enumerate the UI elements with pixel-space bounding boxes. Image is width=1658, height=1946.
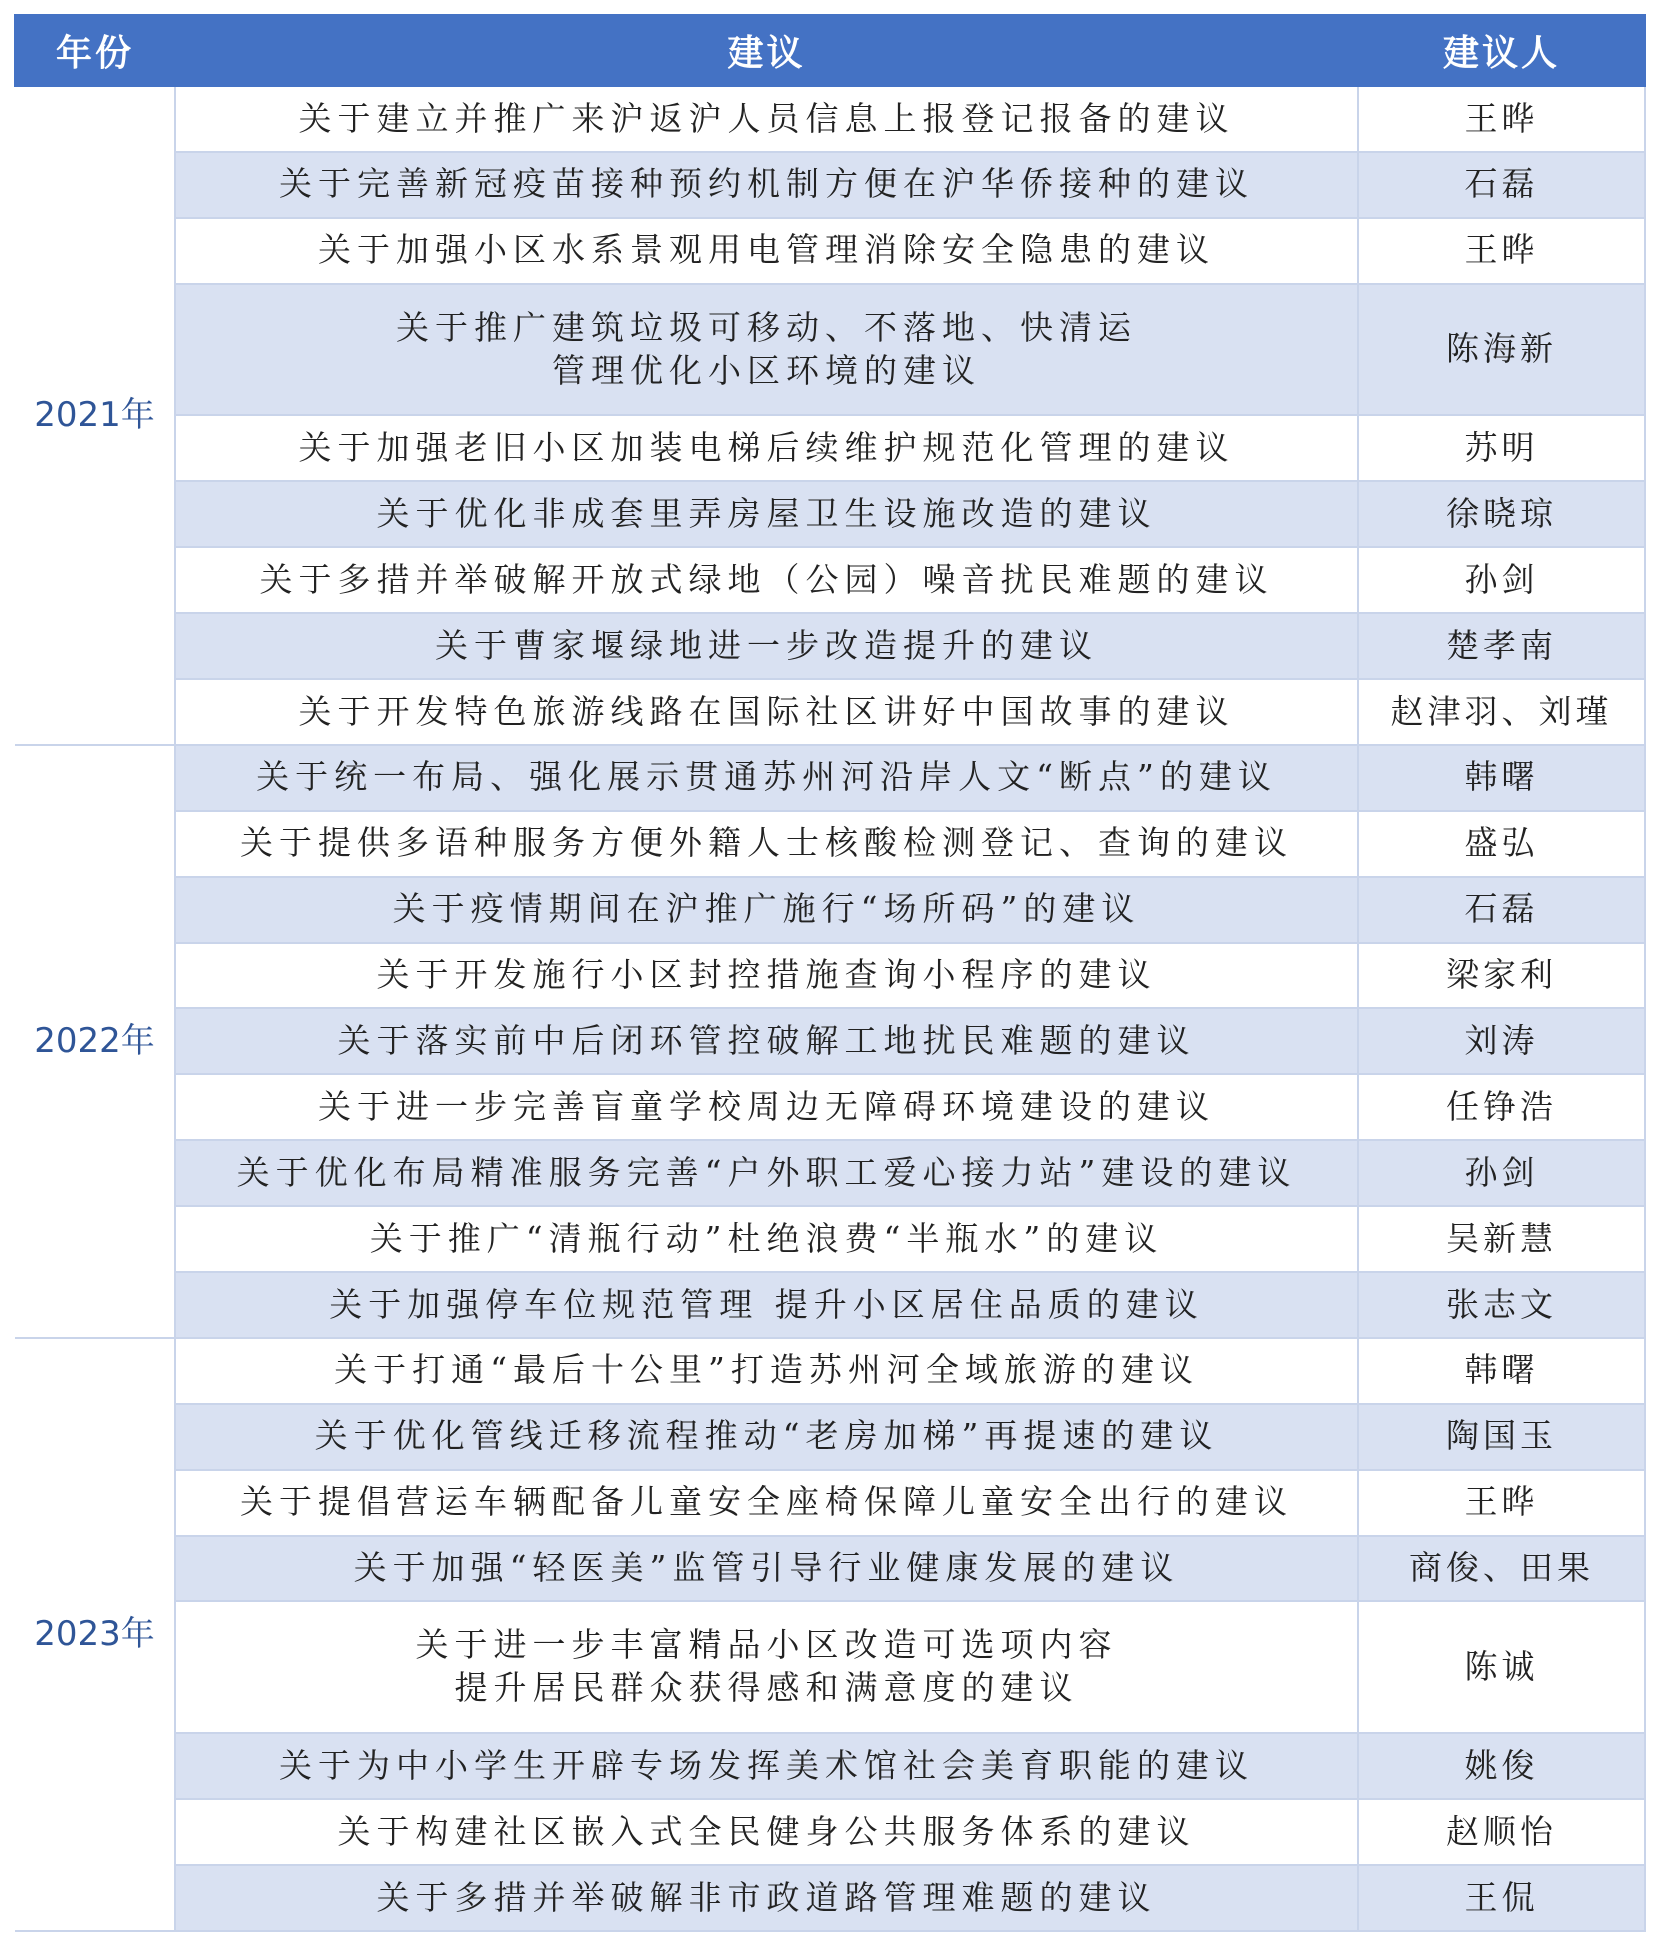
suggestion-cell: 关于建立并推广来沪返沪人员信息上报登记报备的建议 (175, 86, 1358, 152)
table-row (15, 1140, 1645, 1206)
suggestion-cell: 关于进一步完善盲童学校周边无障碍环境建设的建议 (175, 1074, 1358, 1140)
suggestion-cell: 关于多措并举破解开放式绿地（公园）噪音扰民难题的建议 (175, 547, 1358, 613)
table-row (15, 86, 1645, 152)
table-body (15, 86, 1645, 1931)
suggestion-cell: 关于多措并举破解非市政道路管理难题的建议 (175, 1865, 1358, 1931)
table-row (15, 415, 1645, 481)
suggestion-cell (175, 284, 1358, 416)
suggestion-cell: 关于完善新冠疫苗接种预约机制方便在沪华侨接种的建议 (175, 152, 1358, 218)
proposer-cell: 刘涛 (1358, 1008, 1645, 1074)
suggestion-cell: 关于为中小学生开辟专场发挥美术馆社会美育职能的建议 (175, 1733, 1358, 1799)
proposer-cell: 陈诚 (1358, 1601, 1645, 1733)
suggestion-cell: 关于落实前中后闭环管控破解工地扰民难题的建议 (175, 1008, 1358, 1074)
table-row (15, 613, 1645, 679)
proposer-cell: 王晔 (1358, 86, 1645, 152)
table-row (15, 1536, 1645, 1602)
suggestion-cell: 关于优化布局精准服务完善“户外职工爱心接力站”建设的建议 (175, 1140, 1358, 1206)
table-row (15, 1206, 1645, 1272)
suggestion-cell: 关于提倡营运车辆配备儿童安全座椅保障儿童安全出行的建议 (175, 1470, 1358, 1536)
table-row (15, 1074, 1645, 1140)
suggestion-cell: 关于统一布局、强化展示贯通苏州河沿岸人文“断点”的建议 (175, 745, 1358, 811)
proposer-cell: 苏明 (1358, 415, 1645, 481)
table-row (15, 1008, 1645, 1074)
suggestion-line: 管理优化小区环境的建议 (552, 350, 981, 390)
proposer-cell: 姚俊 (1358, 1733, 1645, 1799)
table-row (15, 1799, 1645, 1865)
suggestion-line: 关于推广建筑垃圾可移动、不落地、快清运 (396, 307, 1137, 347)
proposer-cell: 赵顺怡 (1358, 1799, 1645, 1865)
table-row (15, 1338, 1645, 1404)
proposer-cell: 孙剑 (1358, 1140, 1645, 1206)
table-row (15, 284, 1645, 416)
suggestion-cell: 关于加强老旧小区加装电梯后续维护规范化管理的建议 (175, 415, 1358, 481)
table-row (15, 943, 1645, 1009)
suggestion-cell: 关于构建社区嵌入式全民健身公共服务体系的建议 (175, 1799, 1358, 1865)
year-cell: 2021年 (15, 86, 175, 745)
table-row (15, 547, 1645, 613)
table-row (15, 745, 1645, 811)
suggestion-cell: 关于加强“轻医美”监管引导行业健康发展的建议 (175, 1536, 1358, 1602)
suggestion-cell: 关于曹家堰绿地进一步改造提升的建议 (175, 613, 1358, 679)
suggestion-cell: 关于优化非成套里弄房屋卫生设施改造的建议 (175, 481, 1358, 547)
proposer-cell: 孙剑 (1358, 547, 1645, 613)
year-cell: 2022年 (15, 745, 175, 1338)
table-header (15, 15, 1645, 86)
proposer-cell: 赵津羽、刘瑾 (1358, 679, 1645, 745)
suggestion-cell: 关于提供多语种服务方便外籍人士核酸检测登记、查询的建议 (175, 811, 1358, 877)
table-row (15, 1404, 1645, 1470)
table-row (15, 481, 1645, 547)
proposer-cell: 韩曙 (1358, 1338, 1645, 1404)
suggestion-cell: 关于开发施行小区封控措施查询小程序的建议 (175, 943, 1358, 1009)
table-row (15, 679, 1645, 745)
suggestion-cell (175, 1601, 1358, 1733)
table-row (15, 218, 1645, 284)
proposer-cell: 任铮浩 (1358, 1074, 1645, 1140)
suggestion-cell: 关于加强小区水系景观用电管理消除安全隐患的建议 (175, 218, 1358, 284)
suggestion-cell: 关于优化管线迁移流程推动“老房加梯”再提速的建议 (175, 1404, 1358, 1470)
header-year: 年份 (15, 15, 175, 86)
proposer-cell: 王晔 (1358, 218, 1645, 284)
proposer-cell: 张志文 (1358, 1272, 1645, 1338)
proposer-cell: 盛弘 (1358, 811, 1645, 877)
proposer-cell: 王晔 (1358, 1470, 1645, 1536)
table-row (15, 811, 1645, 877)
table-row (15, 1470, 1645, 1536)
proposer-cell: 商俊、田果 (1358, 1536, 1645, 1602)
suggestion-cell: 关于加强停车位规范管理 提升小区居住品质的建议 (175, 1272, 1358, 1338)
suggestion-cell: 关于推广“清瓶行动”杜绝浪费“半瓶水”的建议 (175, 1206, 1358, 1272)
suggestion-cell: 关于开发特色旅游线路在国际社区讲好中国故事的建议 (175, 679, 1358, 745)
suggestions-table (14, 14, 1646, 1932)
suggestion-line: 提升居民群众获得感和满意度的建议 (454, 1668, 1079, 1708)
table-row (15, 1865, 1645, 1931)
proposer-cell: 陈海新 (1358, 284, 1645, 416)
table-row (15, 877, 1645, 943)
proposer-cell: 韩曙 (1358, 745, 1645, 811)
table-row (15, 152, 1645, 218)
table-row (15, 1272, 1645, 1338)
proposer-cell: 石磊 (1358, 152, 1645, 218)
proposer-cell: 梁家利 (1358, 943, 1645, 1009)
proposer-cell: 王侃 (1358, 1865, 1645, 1931)
header-row (15, 15, 1645, 86)
proposer-cell: 楚孝南 (1358, 613, 1645, 679)
header-proposer: 建议人 (1358, 15, 1645, 86)
header-suggestion: 建议 (175, 15, 1358, 86)
table-row (15, 1733, 1645, 1799)
proposer-cell: 石磊 (1358, 877, 1645, 943)
table-row (15, 1601, 1645, 1733)
suggestion-cell: 关于打通“最后十公里”打造苏州河全域旅游的建议 (175, 1338, 1358, 1404)
year-cell: 2023年 (15, 1338, 175, 1931)
suggestion-line: 关于进一步丰富精品小区改造可选项内容 (415, 1625, 1118, 1665)
proposer-cell: 徐晓琼 (1358, 481, 1645, 547)
proposer-cell: 吴新慧 (1358, 1206, 1645, 1272)
proposer-cell: 陶国玉 (1358, 1404, 1645, 1470)
suggestion-cell: 关于疫情期间在沪推广施行“场所码”的建议 (175, 877, 1358, 943)
